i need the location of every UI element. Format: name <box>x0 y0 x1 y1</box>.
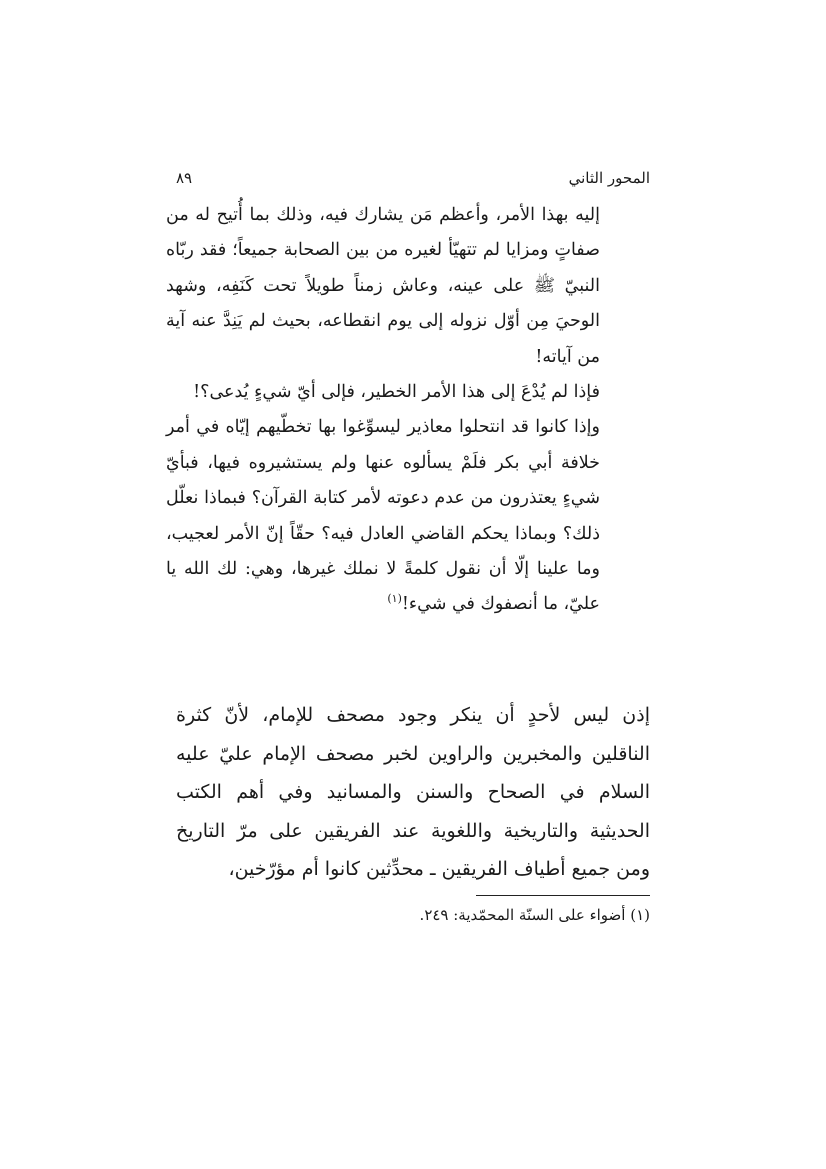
running-header <box>176 166 650 190</box>
quote-paragraph-2: فإذا لم يُدْعَ إلى هذا الأمر الخطير، فإلى أيّ شيءٍ يُدعى؟! <box>193 382 600 403</box>
footnote: (١) أضواء على السنّة المحمّدية: ٢٤٩. <box>419 906 650 924</box>
footnote-marker: (١) <box>387 592 402 606</box>
page-number: ٨٩ <box>176 169 193 187</box>
block-quote <box>166 198 600 623</box>
body-paragraph: إذن ليس لأحدٍ أن ينكر وجود مصحف للإمام، لأنّ كثرة الناقلين والمخبرين والراوين لخبر مصحف الإمام عليّ عليه السلام في الصحاح والسنن والمسانيد وفي أهم الكتب الحديثية والتاريخية واللغوية عند الفريقين على مرّ التاريخ ومن جميع أطياف الفريقين ـ محدِّثين كانوا أم مؤرّخين، <box>176 704 650 881</box>
chapter-title: المحور الثاني <box>568 169 650 187</box>
quote-paragraph-1: إليه بهذا الأمر، وأعظم مَن يشارك فيه، وذلك بما أُتيح له من صفاتٍ ومزايا لم تتهيّأ لغيره من بين الصحابة جميعاً؛ فقد ربّاه النبيّ ﷺ على عينه، وعاش زمناً طويلاً تحت كَنَفِه، وشهد الوحيَ مِن أوّل نزوله إلى يوم انقطاعه، بحيث لم يَنِدَّ عنه آية من آياته! <box>166 205 600 367</box>
quote-paragraph-3 <box>166 410 600 622</box>
footnote-separator <box>476 895 650 896</box>
body-text <box>176 696 650 889</box>
quote-paragraph-3-text: وإذا كانوا قد انتحلوا معاذير ليسوِّغوا بها تخطّيهم إيّاه في أمر خلافة أبي بكر فلَمْ يسألوه عنها ولم يستشيروه فيها، فبأيّ شيءٍ يعتذرون من عدم دعوته لأمر كتابة القرآن؟ فبماذا نعلّل ذلك؟ وبماذا يحكم القاضي العادل فيه؟ حقّاً إنّ الأمر لعجيب، وما علينا إلّا أن نقول كلمةً لا نملك غيرها، وهي: لك الله يا عليّ، ما أنصفوك في شيء! <box>166 417 600 615</box>
